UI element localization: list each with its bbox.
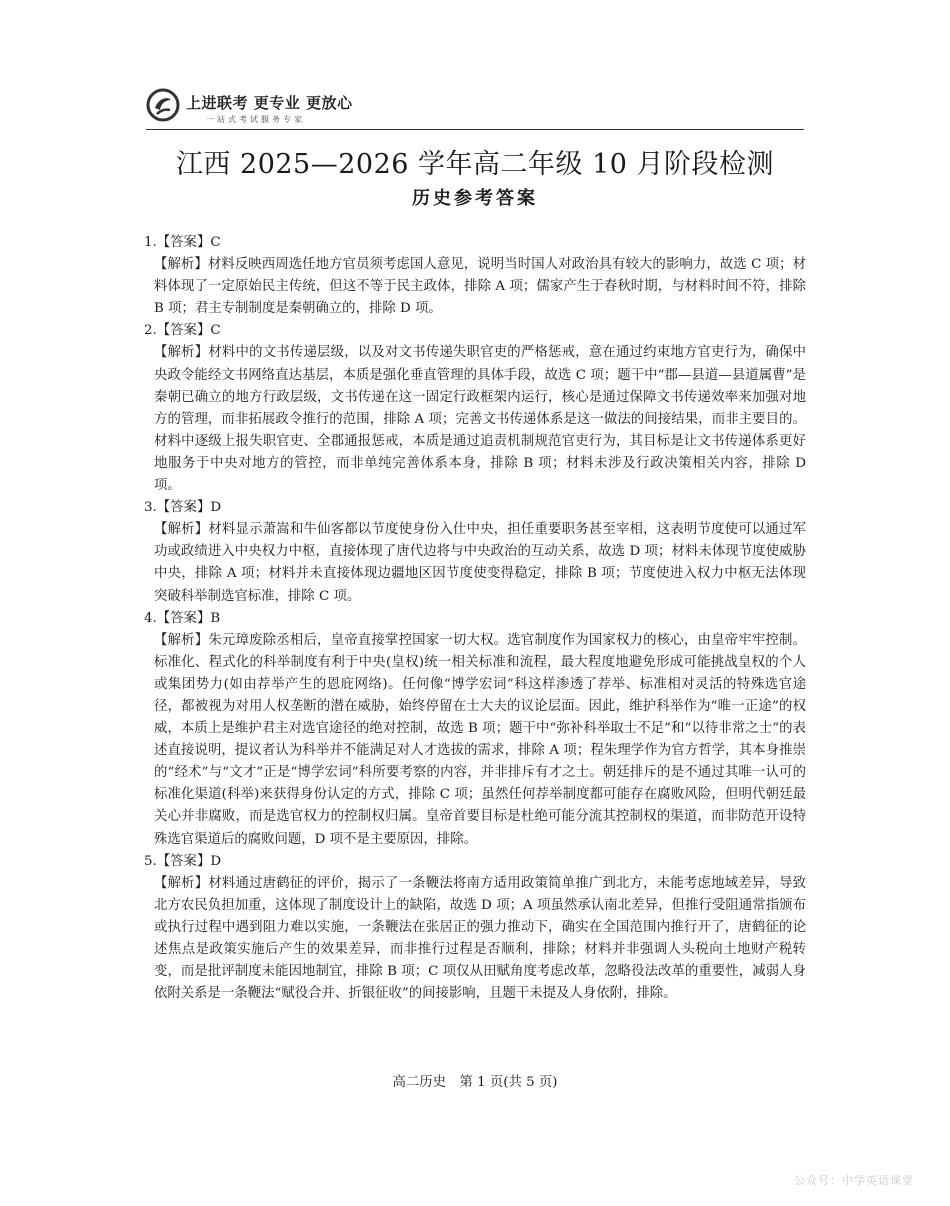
brand-slogan: 上进联考 更专业 更放心: [186, 94, 353, 112]
answer-line: 3.【答案】D: [144, 500, 222, 516]
answer-line: 5.【答案】D: [144, 853, 222, 869]
page-subtitle: 历史参考答案: [412, 188, 538, 209]
question-block: [144, 320, 806, 497]
answer-list: [144, 232, 806, 1005]
explanation-text: 【解析】朱元璋废除丞相后，皇帝直接掌控国家一切大权。选官制度作为国家权力的核心，由皇帝牢牢控制。标准化、程式化的科举制度有利于中央(皇权)统一相关标准和流程，最大程度地避免形成可能挑战皇权的个人或集团势力(如由荐举产生的恩庇网络)。任何像“博学宏词”科这样渗透了荐举、标准相对灵活的特殊选官途径，都被视为对用人权垄断的潜在威胁，始终停留在士大夫的议论层面。因此，维护科举作为“唯一正途”的权威，本质上是维护君主对选官途径的绝对控制，故选 B 项；题干中“弥补科举取士不足”和“以待非常之士”的表述直接说明，提议者认为科举并不能满足对人才选拔的需求，排除 A 项；程朱理学作为官方哲学，其本身推崇的“经术”与“文才”正是“博学宏词”科所要考察的内容，并非排斥有才之士。朝廷排斥的是不通过其唯一认可的标准化渠道(科举)来获得身份认定的方式，排除 C 项；虽然任何荐举制度都可能存在腐败风险，但明代朝廷最关心并非腐败，而是选官权力的控制权归属。皇帝首要目标是杜绝可能分流其控制权的渠道，而非防范开设特殊选官渠道后的腐败问题，D 项不是主要原因，排除。: [154, 632, 806, 847]
question-block: [144, 851, 806, 1006]
explanation-text: 【解析】材料中的文书传递层级，以及对文书传递失职官吏的严格惩戒，意在通过约束地方官吏行为，确保中央政令能经文书网络直达基层，本质是强化垂直管理的具体手段，故选 C 项；题干中“郡—县道—县道属曹”是秦朝已确立的地方行政层级，文书传递在这一固定行政框架内运行，核心是通过保障文书传递效率来加强对地方的管理，而非拓展政令推行的范围，排除 A 项；完善文书传递体系是这一做法的间接结果，而非主要目的。材料中逐级上报失职官吏、全郡通报惩戒，本质是通过追责机制规范官吏行为，其目标是让文书传递体系更好地服务于中央对地方的管控，而非单纯完善体系本身，排除 B 项；材料未涉及行政决策相关内容，排除 D 项。: [154, 345, 806, 494]
answer-line: 2.【答案】C: [144, 323, 221, 339]
watermark: 公众号：中学英语课堂: [794, 1174, 914, 1187]
header: [146, 86, 804, 132]
question-block: [144, 497, 806, 607]
header-divider: [146, 129, 804, 130]
explanation-text: 【解析】材料反映西周选任地方官员须考虑国人意见，说明当时国人对政治具有较大的影响力，故选 C 项；材料体现了一定原始民主传统，但这不等于民主政体，排除 A 项；儒家产生于春秋时期，与材料时间不符，排除 B 项；君主专制制度是秦朝确立的，排除 D 项。: [154, 257, 806, 317]
answer-line: 4.【答案】B: [144, 610, 221, 626]
explanation-text: 【解析】材料显示萧嵩和牛仙客都以节度使身份入仕中央，担任重要职务甚至宰相，这表明节度使可以通过军功或政绩进入中央权力中枢，直接体现了唐代边将与中央政治的互动关系，故选 D 项；材料未体现节度使威胁中央，排除 A 项；材料并未直接体现边疆地区因节度使变得稳定，排除 B 项；节度使进入权力中枢无法体现突破科举制选官标准，排除 C 项。: [154, 522, 806, 604]
question-block: [144, 232, 806, 320]
page-footer: 高二历史 第 1 页(共 5 页): [392, 1075, 558, 1090]
question-block: [144, 608, 806, 851]
explanation-text: 【解析】材料通过唐鹤征的评价，揭示了一条鞭法将南方适用政策简单推广到北方，未能考虑地域差异，导致北方农民负担加重，这体现了制度设计上的缺陷，故选 D 项；A 项虽然承认南北差异，但推行受阻通常指颁布或执行过程中遇到阻力难以实施，一条鞭法在张居正的强力推动下，确实在全国范围内推行开了，唐鹤征的论述焦点是政策实施后产生的效果差异，而非推行过程是否顺利，排除；材料并非强调人头税向土地财产税转变，而是批评制度未能因地制宜，排除 B 项；C 项仅从田赋角度考虑改革，忽略役法改革的重要性，减弱人身依附关系是一条鞭法“赋役合并、折银征收”的间接影响，且题干未提及人身依附，排除。: [154, 875, 806, 1002]
logo-icon: [146, 88, 180, 122]
brand-subslogan: 一站式考试服务专家: [206, 115, 305, 124]
page-title: 江西 2025—2026 学年高二年级 10 月阶段检测: [175, 149, 775, 180]
answer-line: 1.【答案】C: [144, 235, 221, 250]
